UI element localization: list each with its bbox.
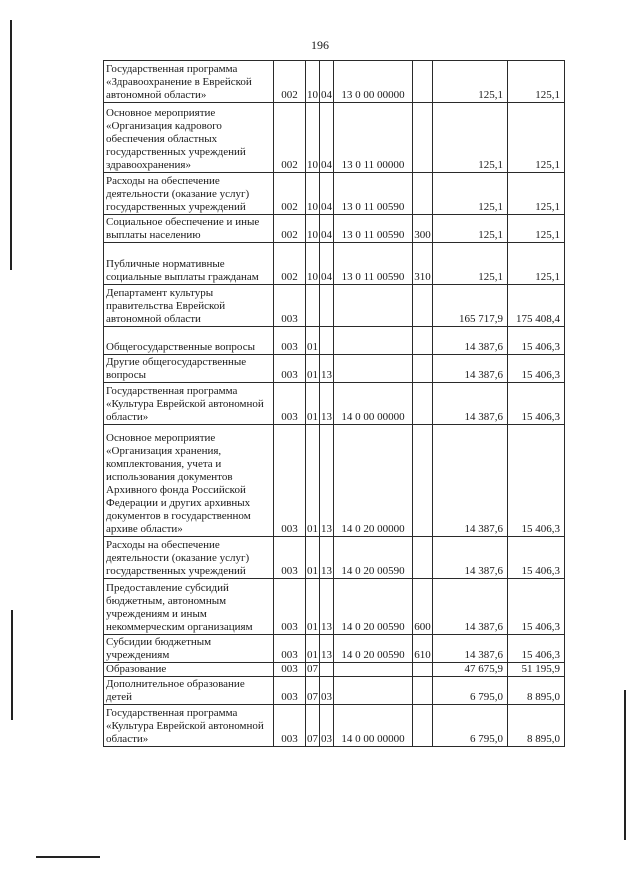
row-target-article	[334, 663, 413, 677]
row-amount-year2: 15 406,3	[508, 383, 565, 425]
row-section-code: 01	[306, 327, 320, 355]
row-target-article: 13 0 11 00590	[334, 243, 413, 285]
row-target-article: 13 0 11 00590	[334, 173, 413, 215]
row-amount-year2: 175 408,4	[508, 285, 565, 327]
row-ved-code: 003	[274, 355, 306, 383]
row-subsection-code: 04	[320, 103, 334, 173]
table-row	[104, 285, 565, 327]
row-subsection-code: 13	[320, 355, 334, 383]
row-name: Публичные нормативные социальные выплаты гражданам	[104, 243, 274, 285]
table-row	[104, 103, 565, 173]
row-amount-year2: 51 195,9	[508, 663, 565, 677]
row-amount-year2: 125,1	[508, 243, 565, 285]
table-row	[104, 243, 565, 285]
row-amount-year1: 125,1	[433, 61, 508, 103]
row-expense-type	[413, 355, 433, 383]
table-row	[104, 425, 565, 537]
row-section-code: 10	[306, 103, 320, 173]
row-expense-type	[413, 285, 433, 327]
row-subsection-code	[320, 327, 334, 355]
table-row	[104, 61, 565, 103]
table-row	[104, 677, 565, 705]
row-amount-year1: 14 387,6	[433, 537, 508, 579]
row-amount-year2: 15 406,3	[508, 425, 565, 537]
row-amount-year2: 15 406,3	[508, 635, 565, 663]
row-target-article: 13 0 00 00000	[334, 61, 413, 103]
row-section-code: 01	[306, 383, 320, 425]
row-amount-year1: 14 387,6	[433, 579, 508, 635]
table-row	[104, 663, 565, 677]
row-target-article: 14 0 20 00000	[334, 425, 413, 537]
row-target-article: 14 0 20 00590	[334, 635, 413, 663]
row-subsection-code: 04	[320, 61, 334, 103]
row-expense-type	[413, 537, 433, 579]
row-subsection-code	[320, 285, 334, 327]
row-section-code: 10	[306, 243, 320, 285]
row-amount-year2: 8 895,0	[508, 705, 565, 747]
row-subsection-code	[320, 663, 334, 677]
table-row	[104, 635, 565, 663]
row-target-article	[334, 355, 413, 383]
row-ved-code: 003	[274, 579, 306, 635]
row-amount-year1: 14 387,6	[433, 355, 508, 383]
page-number: 196	[311, 38, 329, 52]
row-amount-year2: 15 406,3	[508, 579, 565, 635]
row-ved-code: 002	[274, 173, 306, 215]
row-section-code: 10	[306, 61, 320, 103]
row-target-article: 14 0 20 00590	[334, 537, 413, 579]
row-subsection-code: 13	[320, 537, 334, 579]
row-expense-type	[413, 173, 433, 215]
row-amount-year1: 14 387,6	[433, 383, 508, 425]
row-ved-code: 002	[274, 215, 306, 243]
row-amount-year1: 125,1	[433, 173, 508, 215]
row-amount-year1: 6 795,0	[433, 677, 508, 705]
row-name: Государственная программа «Культура Еврейской автономной области»	[104, 705, 274, 747]
row-subsection-code: 03	[320, 677, 334, 705]
row-section-code: 07	[306, 705, 320, 747]
row-expense-type: 610	[413, 635, 433, 663]
row-target-article	[334, 285, 413, 327]
row-name: Государственная программа «Здравоохранение в Еврейской автономной области»	[104, 61, 274, 103]
row-section-code: 01	[306, 425, 320, 537]
row-expense-type	[413, 705, 433, 747]
row-name: Предоставление субсидий бюджетным, автономным учреждениям и иным некоммерческим организациям	[104, 579, 274, 635]
row-target-article: 14 0 20 00590	[334, 579, 413, 635]
row-name: Образование	[104, 663, 274, 677]
scan-edge-mark	[36, 856, 100, 858]
row-section-code: 01	[306, 355, 320, 383]
row-section-code: 07	[307, 663, 318, 675]
row-subsection-code: 03	[320, 705, 334, 747]
row-name: Субсидии бюджетным учреждениям	[104, 635, 274, 663]
row-ved-code: 003	[274, 383, 306, 425]
row-amount-year2: 125,1	[508, 215, 565, 243]
row-ved-code: 003	[274, 327, 306, 355]
row-name: Расходы на обеспечение деятельности (оказание услуг) государственных учреждений	[104, 173, 274, 215]
row-amount-year1: 125,1	[433, 103, 508, 173]
row-subsection-code: 13	[320, 635, 334, 663]
row-amount-year1: 125,1	[433, 215, 508, 243]
row-ved-code: 003	[274, 285, 306, 327]
row-expense-type	[413, 61, 433, 103]
row-ved-code: 003	[274, 425, 306, 537]
row-name: Основное мероприятие «Организация кадрового обеспечения областных государственных учреждений здравоохранения»	[104, 103, 274, 173]
row-name: Основное мероприятие «Организация хранения, комплектования, учета и использования документов Архивного фонда Российской Федерации и других архивных документов в государственном архиве области»	[104, 425, 274, 537]
row-target-article	[334, 327, 413, 355]
row-name: Департамент культуры правительства Еврейской автономной области	[104, 285, 274, 327]
row-subsection-code: 13	[320, 383, 334, 425]
row-expense-type: 600	[413, 579, 433, 635]
row-expense-type	[413, 103, 433, 173]
row-amount-year2: 15 406,3	[508, 355, 565, 383]
budget-table	[103, 60, 565, 747]
row-expense-type: 310	[413, 243, 433, 285]
table-row	[104, 215, 565, 243]
row-name: Государственная программа «Культура Еврейской автономной области»	[104, 383, 274, 425]
row-amount-year1: 14 387,6	[433, 327, 508, 355]
row-section-code: 07	[306, 677, 320, 705]
row-ved-code: 002	[274, 243, 306, 285]
row-expense-type	[413, 663, 433, 677]
row-name: Социальное обеспечение и иные выплаты населению	[104, 215, 274, 243]
row-section-code: 01	[306, 537, 320, 579]
row-amount-year1: 165 717,9	[433, 285, 508, 327]
row-ved-code: 003	[274, 677, 306, 705]
row-amount-year1: 125,1	[433, 243, 508, 285]
row-expense-type	[413, 425, 433, 537]
table-row	[104, 579, 565, 635]
row-expense-type	[413, 327, 433, 355]
row-target-article: 13 0 11 00000	[334, 103, 413, 173]
row-expense-type: 300	[413, 215, 433, 243]
row-target-article: 13 0 11 00590	[334, 215, 413, 243]
row-expense-type	[413, 677, 433, 705]
row-ved-code: 002	[274, 61, 306, 103]
row-ved-code: 003	[274, 663, 306, 677]
row-name: Общегосударственные вопросы	[104, 327, 274, 355]
row-amount-year2: 8 895,0	[508, 677, 565, 705]
row-subsection-code: 13	[320, 425, 334, 537]
row-amount-year2: 125,1	[508, 173, 565, 215]
row-amount-year1: 14 387,6	[433, 425, 508, 537]
table-row	[104, 327, 565, 355]
row-amount-year2: 15 406,3	[508, 327, 565, 355]
row-ved-code: 002	[274, 103, 306, 173]
row-amount-year2: 125,1	[508, 61, 565, 103]
table-row	[104, 355, 565, 383]
table-row	[104, 383, 565, 425]
table-row	[104, 173, 565, 215]
row-target-article	[334, 677, 413, 705]
row-ved-code: 003	[274, 635, 306, 663]
row-section-code: 01	[306, 635, 320, 663]
row-expense-type	[413, 383, 433, 425]
row-subsection-code: 04	[320, 173, 334, 215]
row-amount-year1: 14 387,6	[433, 635, 508, 663]
row-amount-year2: 125,1	[508, 103, 565, 173]
row-name: Расходы на обеспечение деятельности (оказание услуг) государственных учреждений	[104, 537, 274, 579]
row-subsection-code: 04	[320, 243, 334, 285]
row-section-code: 10	[306, 173, 320, 215]
row-name: Другие общегосударственные вопросы	[104, 355, 274, 383]
scan-edge-mark	[624, 690, 626, 840]
row-section-code: 01	[306, 579, 320, 635]
scan-edge-mark	[11, 610, 13, 720]
row-amount-year2: 15 406,3	[508, 537, 565, 579]
row-target-article: 14 0 00 00000	[334, 383, 413, 425]
scan-edge-mark	[10, 20, 12, 270]
row-amount-year1: 47 675,9	[433, 663, 508, 677]
row-name: Дополнительное образование детей	[104, 677, 274, 705]
row-subsection-code: 13	[320, 579, 334, 635]
table-row	[104, 537, 565, 579]
row-section-code: 10	[306, 215, 320, 243]
row-target-article: 14 0 00 00000	[334, 705, 413, 747]
row-section-code	[306, 285, 320, 327]
row-amount-year1: 6 795,0	[433, 705, 508, 747]
row-ved-code: 003	[274, 537, 306, 579]
table-row	[104, 705, 565, 747]
row-ved-code: 003	[274, 705, 306, 747]
row-subsection-code: 04	[320, 215, 334, 243]
